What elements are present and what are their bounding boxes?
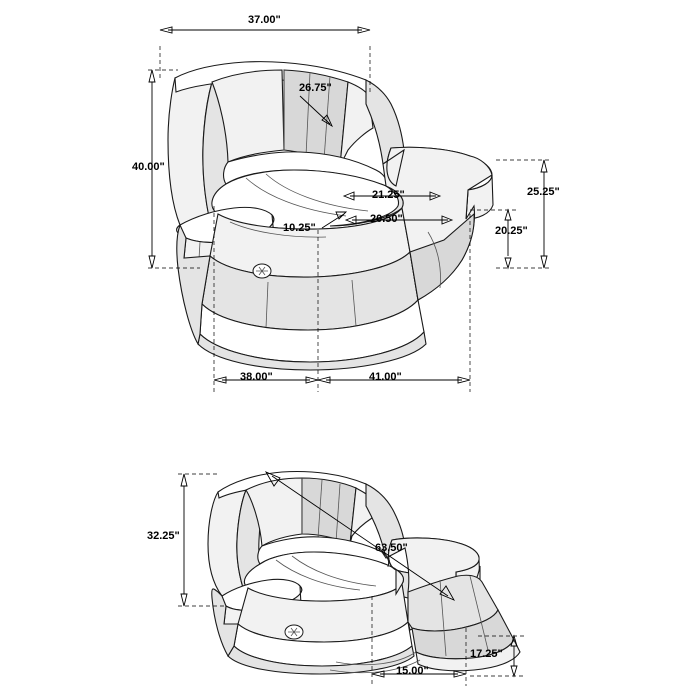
dim-footrest-height: 17.25" xyxy=(470,648,503,660)
dim-overall-width-top: 37.00" xyxy=(248,14,281,26)
reclined-chair-drawing xyxy=(208,472,520,675)
dim-arm-height: 25.25" xyxy=(527,186,560,198)
dim-seat-width: 21.25" xyxy=(372,189,405,201)
dim-reclined-height: 32.25" xyxy=(147,530,180,542)
dim-seat-depth-inner: 20.50" xyxy=(370,213,403,225)
dim-overall-height: 40.00" xyxy=(132,161,165,173)
dim-overall-depth: 41.00" xyxy=(369,371,402,383)
dim-reclined-length: 63.50" xyxy=(375,542,408,554)
upright-chair-drawing xyxy=(168,62,493,370)
dim-base-depth: 38.00" xyxy=(240,371,273,383)
dim-seat-front-height: 10.25" xyxy=(283,222,316,234)
dim-base-width-reclined: 15.00" xyxy=(396,665,429,677)
dim-seat-height: 20.25" xyxy=(495,225,528,237)
dim-seat-back-height: 26.75" xyxy=(299,82,332,94)
